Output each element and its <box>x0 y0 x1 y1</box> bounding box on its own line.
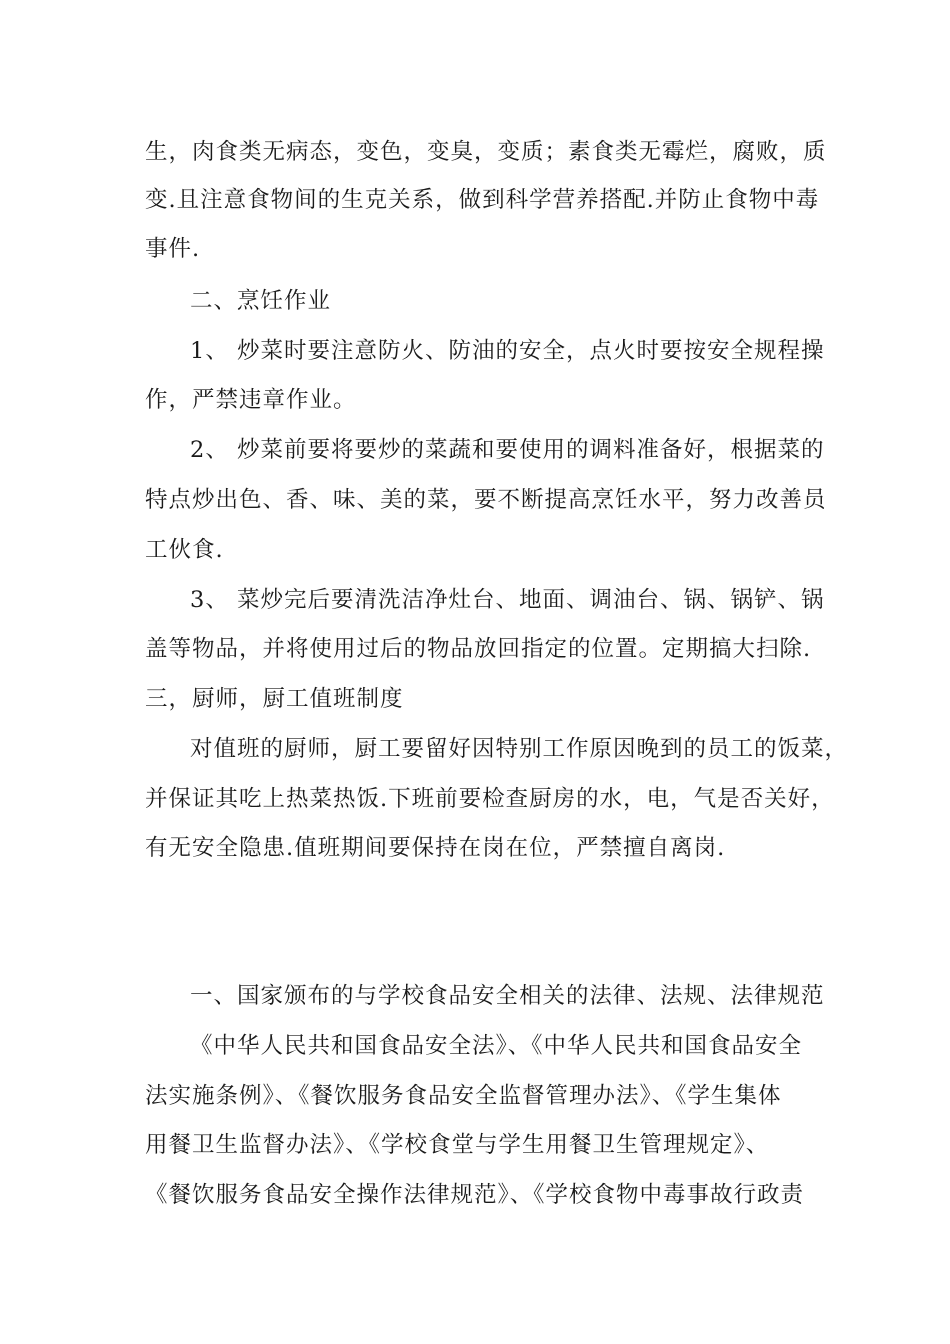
text-line: 并保证其吃上热菜热饭.下班前要检查厨房的水，电，气是否关好， <box>145 786 835 812</box>
text-line: 用餐卫生监督办法》、《学校食堂与学生用餐卫生管理规定》、 <box>145 1132 770 1158</box>
text-line: 工伙食. <box>145 537 224 563</box>
text-line: 生，肉食类无病态，变色，变臭，变质；素食类无霉烂，腐败，质 <box>145 139 827 165</box>
section-heading: 一、国家颁布的与学校食品安全相关的法律、法规、法律规范 <box>190 983 825 1009</box>
text-line: 有无安全隐患.值班期间要保持在岗在位，严禁擅自离岗. <box>145 835 726 861</box>
list-item-line: 2、 炒菜前要将要炒的菜蔬和要使用的调料准备好，根据菜的 <box>190 437 825 463</box>
text-line: 作，严禁违章作业。 <box>145 387 357 413</box>
text-line: 《中华人民共和国食品安全法》、《中华人民共和国食品安全 <box>190 1033 803 1059</box>
list-item-line: 1、 炒菜时要注意防火、防油的安全，点火时要按安全规程操 <box>190 338 825 364</box>
text-line: 盖等物品，并将使用过后的物品放回指定的位置。定期搞大扫除. <box>145 636 812 662</box>
text-line: 对值班的厨师，厨工要留好因特别工作原因晚到的员工的饭菜， <box>190 736 849 762</box>
text-line: 法实施条例》、《餐饮服务食品安全监督管理办法》、《学生集体 <box>145 1083 782 1109</box>
section-heading: 三，厨师，厨工值班制度 <box>145 686 404 712</box>
text-line: 《餐饮服务食品安全操作法律规范》、《学校食物中毒事故行政责 <box>145 1182 805 1208</box>
list-item-line: 3、 菜炒完后要清洗洁净灶台、地面、调油台、锅、锅铲、锅 <box>190 587 825 613</box>
section-heading: 二、烹饪作业 <box>190 288 332 314</box>
text-line: 特点炒出色、香、味、美的菜，要不断提高烹饪水平，努力改善员 <box>145 487 827 513</box>
text-line: 变.且注意食物间的生克关系，做到科学营养搭配.并防止食物中毒 <box>145 187 820 213</box>
text-line: 事件. <box>145 236 201 262</box>
